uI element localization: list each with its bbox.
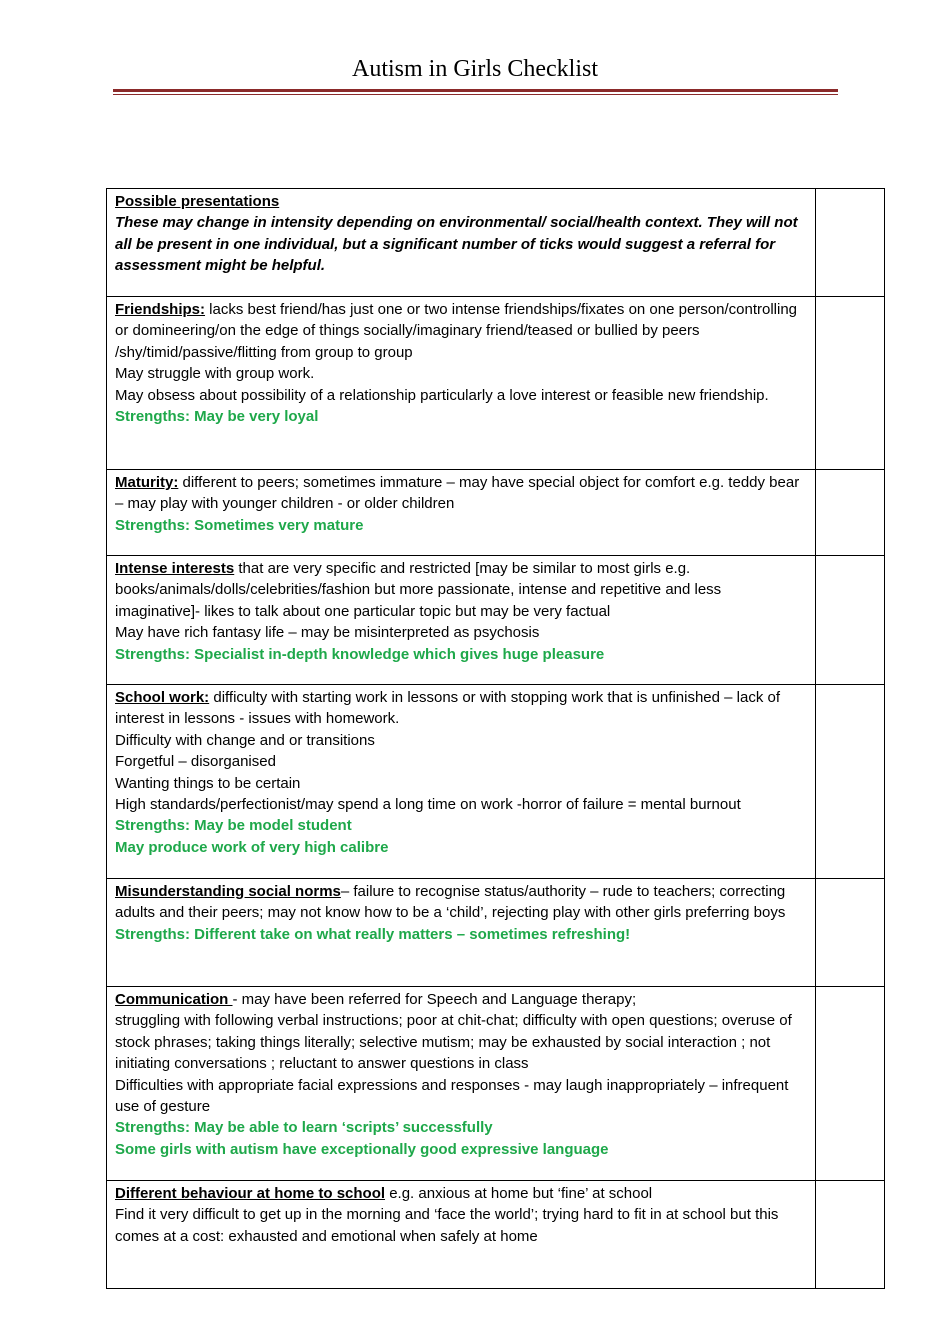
item-cell [107, 1181, 816, 1289]
strengths-text: Strengths: Specialist in-depth knowledge which gives huge pleasure [115, 645, 605, 663]
item-line: High standards/perfectionist/may spend a long time on work -horror of failure = mental burnout [115, 796, 741, 814]
item-text: lacks best friend/has just one or two intense friendships/fixates on one person/controlling or domineering/on the edge of things socially/imaginary friend/teased or bullied by peers /shy/timid/passive/flitting from group to group [115, 301, 798, 361]
tick-box[interactable] [816, 189, 885, 297]
item-heading: Friendships: [115, 301, 206, 318]
strengths-text: Strengths: May be model student [115, 817, 352, 835]
strengths-text: May produce work of very high calibre [115, 838, 389, 856]
item-heading: Communication [115, 991, 233, 1008]
strengths-text: Strengths: Different take on what really matters – sometimes refreshing! [115, 925, 631, 943]
item-line: Find it very difficult to get up in the morning and ‘face the world’; trying hard to fit in at school but this comes at a cost: exhausted and emotional when safely at home [115, 1206, 779, 1245]
item-cell [107, 987, 816, 1181]
checklist-row-maturity [107, 470, 885, 556]
item-heading: Different behaviour at home to school [115, 1185, 386, 1202]
item-cell [107, 470, 816, 556]
title-rule [113, 89, 838, 92]
strengths-text: Some girls with autism have exceptionally good expressive language [115, 1140, 609, 1158]
item-line: May have rich fantasy life – may be misinterpreted as psychosis [115, 624, 540, 642]
checklist-row-friendships [107, 297, 885, 470]
item-heading: Intense interests [115, 560, 235, 577]
title-rule-thin [113, 94, 838, 95]
checklist-row-social-norms [107, 879, 885, 987]
intro-cell [107, 189, 816, 297]
item-text: e.g. anxious at home but ‘fine’ at school [385, 1185, 653, 1202]
checklist-row-school-work [107, 685, 885, 879]
intro-heading: Possible presentations [115, 193, 280, 210]
item-text: that are very specific and restricted [may be similar to most girls e.g. books/animals/dolls/celebrities/fashion but more passionate, intense and repetitive and less imaginative]- likes to talk about one particular topic but may be very factual [115, 560, 722, 620]
item-cell [107, 297, 816, 470]
tick-box[interactable] [816, 879, 885, 987]
item-line: struggling with following verbal instructions; poor at chit-chat; difficulty with open questions; overuse of stock phrases; taking things literally; selective mutism; may be exhausted by social interaction ; not initiating conversations ; reluctant to answer questions in class [115, 1012, 792, 1073]
tick-box[interactable] [816, 1181, 885, 1289]
item-cell [107, 685, 816, 879]
item-cell [107, 879, 816, 987]
item-line: May obsess about possibility of a relationship particularly a love interest or feasible new friendship. [115, 386, 769, 404]
checklist-row-home-school [107, 1181, 885, 1289]
checklist-row-communication [107, 987, 885, 1181]
strengths-text: Strengths: Sometimes very mature [115, 516, 364, 534]
strengths-text: Strengths: May be very loyal [115, 408, 319, 426]
tick-box[interactable] [816, 556, 885, 685]
item-line: Wanting things to be certain [115, 774, 301, 792]
item-text: – failure to recognise status/authority – rude to teachers; correcting adults and their peers; may not know how to be a ‘child’, rejecting play with other girls preferring boys [115, 883, 786, 922]
item-text: different to peers; sometimes immature – may have special object for comfort e.g. teddy bear – may play with younger children - or older children [115, 474, 800, 513]
item-line: Difficulties with appropriate facial expressions and responses - may laugh inappropriately – infrequent use of gesture [115, 1076, 789, 1116]
item-heading: School work: [115, 689, 210, 706]
tick-box[interactable] [816, 297, 885, 470]
intro-text: These may change in intensity depending on environmental/ social/health context. They will not all be present in one individual, but a significant number of ticks would suggest a referral for assessment might be helpful. [115, 214, 798, 275]
tick-box[interactable] [816, 685, 885, 879]
item-text: - may have been referred for Speech and Language therapy; [232, 991, 637, 1008]
item-cell [107, 556, 816, 685]
tick-box[interactable] [816, 987, 885, 1181]
intro-row [107, 189, 885, 297]
checklist-row-intense-interests [107, 556, 885, 685]
item-line: Forgetful – disorganised [115, 753, 276, 771]
checklist-table [106, 188, 885, 1289]
strengths-text: Strengths: May be able to learn ‘scripts’ successfully [115, 1119, 493, 1137]
item-line: May struggle with group work. [115, 365, 315, 383]
page-title: Autism in Girls Checklist [352, 56, 598, 82]
item-text: difficulty with starting work in lessons or with stopping work that is unfinished – lack of interest in lessons - issues with homework. [115, 689, 781, 728]
tick-box[interactable] [816, 470, 885, 556]
item-line: Difficulty with change and or transitions [115, 731, 375, 749]
item-heading: Misunderstanding social norms [115, 883, 341, 900]
item-heading: Maturity: [115, 474, 179, 491]
